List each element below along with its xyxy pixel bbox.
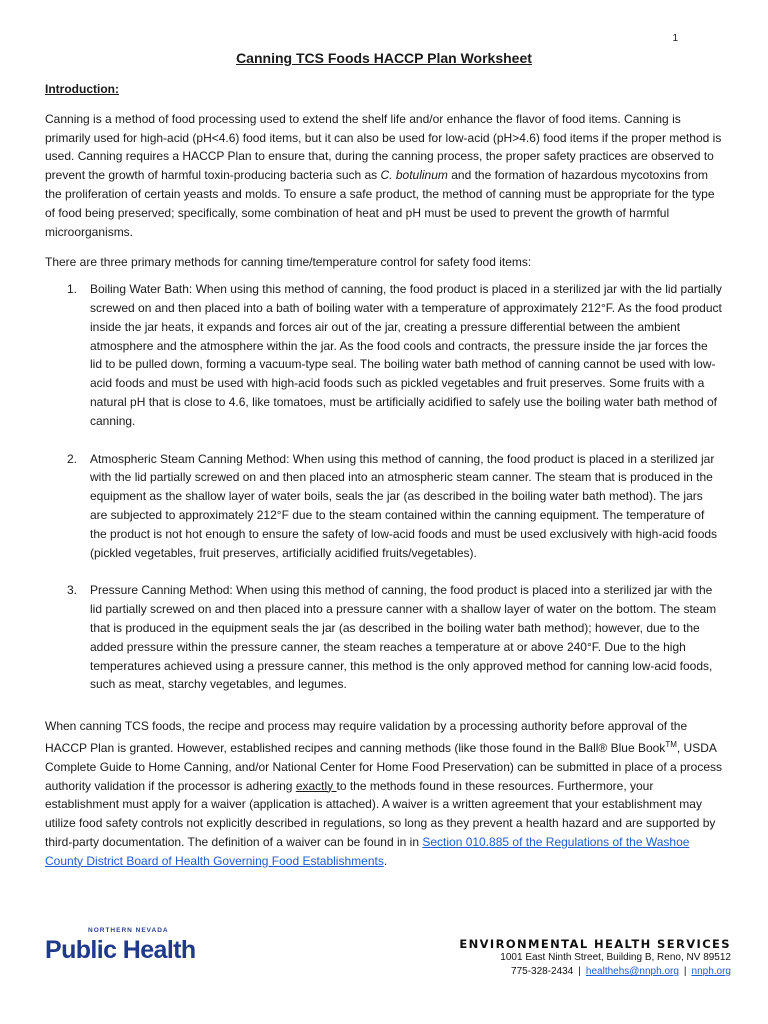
- phone-number: 775-328-2434: [511, 966, 574, 977]
- department-name: ENVIRONMENTAL HEALTH SERVICES: [459, 937, 731, 951]
- logo-title: Public Health: [45, 936, 196, 964]
- list-item-text: Pressure Canning Method: When using this method of canning, the food product is placed into a sterilized jar with the lid partially screwed on and then placed into a pressure canner with a shallow layer of water on the bottom. The steam that is produced in the equipment seals the jar (as described in the boiling water bath method); however, due to the added pressure within the pressure canner, the steam reaches a temperature at or above 240°F. Due to the high temperatures achieved using a pressure canner, this method is the only approved method for canning low-acid foods, such as meat, starchy vegetables, and legumes.: [90, 583, 717, 692]
- intro-text-before: Canning is a method of food processing used to extend the shelf life and/or enhance the flavor of food items. Canning is primarily used for high-acid (pH<4.6) food items, but it can also be used for low-acid (pH>4.6) food items if the proper method is used. Canning requires a HACCP Plan to ensure that, during the canning process, the proper safety practices are observed to prevent the growth of harmful toxin-producing bacteria such as: [45, 111, 722, 183]
- page-title: Canning TCS Foods HACCP Plan Worksheet: [236, 50, 532, 66]
- address: 1001 East Ninth Street, Building B, Reno, NV 89512: [500, 952, 731, 963]
- closing-text-part1: When canning TCS foods, the recipe and process may require validation by a processing authority before approval of the HACCP Plan is granted. However, established recipes and canning methods (like those found in the Ball® Blue Book: [45, 719, 688, 755]
- list-item: [45, 280, 723, 430]
- introduction-paragraph: [45, 110, 723, 242]
- list-item-text: Atmospheric Steam Canning Method: When using this method of canning, the food product is placed in a sterilized jar with the lid partially screwed on and then placed into an atmospheric steam canner. The steam that is produced in the equipment as the shallow layer of water boils, seals the jar (as described in the boiling water bath method). The jars are subjected to approximately 212°F due to the steam contained within the canning equipment. The temperature of the product is not hot enough to ensure the safety of low-acid foods and must be used exclusively with high-acid foods (pickled vegetables, fruit preserves, artificially acidified fruits/vegetables).: [90, 451, 718, 560]
- closing-text-part2: , USDA Complete Guide to Home Canning, and/or National Center for Home Food Preservation) can be submitted in place of a process authority validation if the processor is adhering: [45, 740, 723, 793]
- list-item-number: 1.: [67, 282, 78, 297]
- list-item-number: 2.: [67, 451, 78, 466]
- closing-text-end: .: [383, 853, 388, 868]
- logo-subtitle: NORTHERN NEVADA: [88, 927, 169, 934]
- separator: |: [683, 966, 687, 977]
- list-item-number: 3.: [67, 583, 78, 598]
- intro-text-italic: C. botulinum: [380, 168, 448, 183]
- list-item: [45, 450, 723, 563]
- intro-text-after: and the formation of hazardous mycotoxins from the proliferation of certain yeasts and molds. To ensure a safe product, the method of canning must be appropriate for the type of food being preserved; specifically, some combination of heat and pH must be used to prevent the growth of harmful microorganisms.: [45, 168, 715, 239]
- canning-methods-list: [45, 280, 723, 694]
- methods-lead-paragraph: There are three primary methods for canning time/temperature control for safety food items:: [45, 255, 532, 270]
- email-link[interactable]: healthehs@nnph.org: [585, 966, 679, 977]
- closing-paragraph: [45, 717, 723, 870]
- introduction-heading: Introduction:: [45, 82, 119, 96]
- page-number: 1: [672, 33, 678, 44]
- website-link[interactable]: nnph.org: [691, 966, 731, 977]
- closing-text-underlined: exactly: [295, 778, 337, 793]
- trademark-superscript: TM: [665, 739, 677, 749]
- separator: |: [578, 966, 581, 977]
- list-item: [45, 581, 723, 694]
- document-body: [45, 80, 723, 880]
- public-health-logo: [45, 927, 205, 973]
- list-item-text: Boiling Water Bath: When using this method of canning, the food product is placed in a sterilized jar with the lid partially screwed on and then placed into a bath of boiling water with a temperature of approximately 212°F. As the food product inside the jar heats, it expands and forces air out of the jar, creating a pressure differential between the ambient atmosphere and the atmosphere within the jar. As the food cools and contracts, the pressure inside the jar forces the lid to be pulled down, forming a vacuum-type seal. The boiling water bath method of canning cannot be used with low-acid foods and must be used with high-acid foods such as pickled vegetables and fruit preserves. Some fruits with a natural pH that is close to 4.6, like tomatoes, must be artificially acidified to safely use the boiling water bath method of canning.: [90, 282, 722, 428]
- closing-text-part3: to the methods found in these resources. Furthermore, your establishment must apply for a waiver (application is attached). A waiver is a written agreement that your establishment may utilize food safety controls not explicitly described in regulations, so long as they prevent a health hazard and are supported by third-party documentation. The definition of a waiver can be found in in: [45, 778, 716, 849]
- contact-line: [459, 965, 731, 979]
- footer-contact: [459, 937, 731, 979]
- regulations-section-link[interactable]: Section 010.885 of the Regulations of the Washoe County District Board of Health Governing Food Establishments: [45, 834, 690, 868]
